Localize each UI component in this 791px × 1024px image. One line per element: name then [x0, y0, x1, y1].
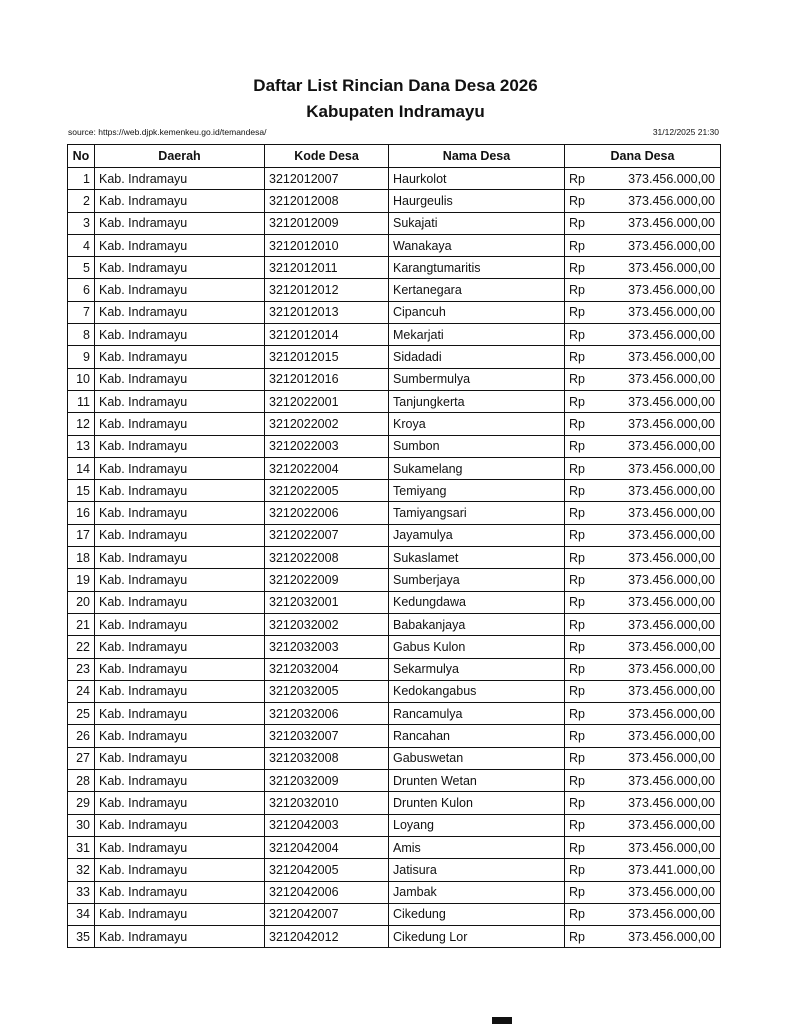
- cell-kode-desa: 3212022007: [265, 524, 389, 546]
- cell-nama-desa: Sidadadi: [389, 346, 565, 368]
- cell-nama-desa: Tanjungkerta: [389, 390, 565, 412]
- cell-no: 4: [68, 234, 95, 256]
- cell-nama-desa: Sukajati: [389, 212, 565, 234]
- cell-daerah: Kab. Indramayu: [95, 792, 265, 814]
- cell-no: 1: [68, 168, 95, 190]
- cell-kode-desa: 3212042004: [265, 836, 389, 858]
- cell-dana-desa: [565, 390, 721, 412]
- cell-daerah: Kab. Indramayu: [95, 770, 265, 792]
- document-title: Daftar List Rincian Dana Desa 2026: [253, 76, 538, 95]
- cell-kode-desa: 3212032009: [265, 770, 389, 792]
- cell-dana-desa: [565, 770, 721, 792]
- amount-value: 373.456.000,00: [628, 439, 715, 454]
- cell-no: 34: [68, 903, 95, 925]
- cell-no: 11: [68, 390, 95, 412]
- table-row: [68, 368, 721, 390]
- amount-value: 373.456.000,00: [628, 171, 715, 186]
- table-row: [68, 234, 721, 256]
- cell-dana-desa: [565, 747, 721, 769]
- table-row: [68, 413, 721, 435]
- cell-nama-desa: Haurgeulis: [389, 190, 565, 212]
- amount-value: 373.456.000,00: [628, 572, 715, 587]
- cell-nama-desa: Temiyang: [389, 480, 565, 502]
- currency-label: Rp: [569, 216, 585, 231]
- amount-value: 373.456.000,00: [628, 929, 715, 944]
- cell-dana-desa: [565, 212, 721, 234]
- dana-desa-table: [67, 144, 721, 948]
- currency-label: Rp: [569, 662, 585, 677]
- table-row: [68, 435, 721, 457]
- cell-no: 20: [68, 591, 95, 613]
- currency-label: Rp: [569, 439, 585, 454]
- table-row: [68, 457, 721, 479]
- currency-label: Rp: [569, 416, 585, 431]
- cell-nama-desa: Cipancuh: [389, 301, 565, 323]
- cell-nama-desa: Sumberjaya: [389, 569, 565, 591]
- cell-daerah: Kab. Indramayu: [95, 435, 265, 457]
- currency-label: Rp: [569, 862, 585, 877]
- cell-kode-desa: 3212022002: [265, 413, 389, 435]
- header-no: No: [68, 145, 95, 168]
- cell-dana-desa: [565, 301, 721, 323]
- cell-no: 23: [68, 658, 95, 680]
- cell-no: 15: [68, 480, 95, 502]
- cell-no: 26: [68, 725, 95, 747]
- cell-no: 14: [68, 457, 95, 479]
- cell-dana-desa: [565, 926, 721, 948]
- amount-value: 373.456.000,00: [628, 550, 715, 565]
- cell-nama-desa: Sumbon: [389, 435, 565, 457]
- source-note: source: https://web.djpk.kemenkeu.go.id/temandesa/: [68, 127, 267, 137]
- currency-label: Rp: [569, 929, 585, 944]
- cell-kode-desa: 3212012014: [265, 324, 389, 346]
- cell-daerah: Kab. Indramayu: [95, 301, 265, 323]
- cell-dana-desa: [565, 457, 721, 479]
- cell-daerah: Kab. Indramayu: [95, 747, 265, 769]
- cell-kode-desa: 3212022006: [265, 502, 389, 524]
- cell-nama-desa: Tamiyangsari: [389, 502, 565, 524]
- cell-no: 22: [68, 636, 95, 658]
- amount-value: 373.456.000,00: [628, 193, 715, 208]
- cell-dana-desa: [565, 324, 721, 346]
- cell-dana-desa: [565, 613, 721, 635]
- cell-nama-desa: Sukamelang: [389, 457, 565, 479]
- cell-kode-desa: 3212032002: [265, 613, 389, 635]
- cell-dana-desa: [565, 569, 721, 591]
- cell-no: 35: [68, 926, 95, 948]
- cell-nama-desa: Mekarjati: [389, 324, 565, 346]
- cell-no: 16: [68, 502, 95, 524]
- cell-nama-desa: Cikedung Lor: [389, 926, 565, 948]
- cell-kode-desa: 3212012011: [265, 257, 389, 279]
- cell-kode-desa: 3212022001: [265, 390, 389, 412]
- currency-label: Rp: [569, 840, 585, 855]
- table-row: [68, 613, 721, 635]
- cell-daerah: Kab. Indramayu: [95, 658, 265, 680]
- amount-value: 373.456.000,00: [628, 416, 715, 431]
- header-dana-desa: Dana Desa: [565, 145, 721, 168]
- cell-dana-desa: [565, 725, 721, 747]
- cell-kode-desa: 3212042006: [265, 881, 389, 903]
- amount-value: 373.456.000,00: [628, 885, 715, 900]
- cell-dana-desa: [565, 836, 721, 858]
- cell-no: 8: [68, 324, 95, 346]
- table-row: [68, 636, 721, 658]
- currency-label: Rp: [569, 394, 585, 409]
- cell-daerah: Kab. Indramayu: [95, 836, 265, 858]
- cell-dana-desa: [565, 279, 721, 301]
- currency-label: Rp: [569, 550, 585, 565]
- cell-dana-desa: [565, 502, 721, 524]
- table-row: [68, 212, 721, 234]
- cell-no: 17: [68, 524, 95, 546]
- table-row: [68, 859, 721, 881]
- cell-nama-desa: Cikedung: [389, 903, 565, 925]
- cell-nama-desa: Haurkolot: [389, 168, 565, 190]
- cell-dana-desa: [565, 524, 721, 546]
- currency-label: Rp: [569, 372, 585, 387]
- currency-label: Rp: [569, 684, 585, 699]
- amount-value: 373.456.000,00: [628, 350, 715, 365]
- cell-kode-desa: 3212022005: [265, 480, 389, 502]
- cell-daerah: Kab. Indramayu: [95, 324, 265, 346]
- amount-value: 373.456.000,00: [628, 595, 715, 610]
- cell-no: 10: [68, 368, 95, 390]
- currency-label: Rp: [569, 617, 585, 632]
- cell-kode-desa: 3212012013: [265, 301, 389, 323]
- cell-kode-desa: 3212032006: [265, 703, 389, 725]
- cell-kode-desa: 3212042005: [265, 859, 389, 881]
- cell-dana-desa: [565, 903, 721, 925]
- cell-nama-desa: Sumbermulya: [389, 368, 565, 390]
- cell-no: 19: [68, 569, 95, 591]
- cell-no: 6: [68, 279, 95, 301]
- currency-label: Rp: [569, 595, 585, 610]
- table-row: [68, 926, 721, 948]
- cell-daerah: Kab. Indramayu: [95, 390, 265, 412]
- table-row: [68, 770, 721, 792]
- cell-dana-desa: [565, 636, 721, 658]
- table-row: [68, 279, 721, 301]
- cell-kode-desa: 3212012007: [265, 168, 389, 190]
- cell-no: 3: [68, 212, 95, 234]
- cell-no: 28: [68, 770, 95, 792]
- cell-dana-desa: [565, 703, 721, 725]
- cell-daerah: Kab. Indramayu: [95, 725, 265, 747]
- cell-no: 7: [68, 301, 95, 323]
- cell-daerah: Kab. Indramayu: [95, 680, 265, 702]
- cell-nama-desa: Jambak: [389, 881, 565, 903]
- cell-no: 21: [68, 613, 95, 635]
- amount-value: 373.456.000,00: [628, 327, 715, 342]
- cell-dana-desa: [565, 814, 721, 836]
- cell-daerah: Kab. Indramayu: [95, 413, 265, 435]
- cell-nama-desa: Jayamulya: [389, 524, 565, 546]
- table-row: [68, 747, 721, 769]
- table-row: [68, 680, 721, 702]
- currency-label: Rp: [569, 506, 585, 521]
- amount-value: 373.456.000,00: [628, 907, 715, 922]
- amount-value: 373.456.000,00: [628, 528, 715, 543]
- cell-dana-desa: [565, 591, 721, 613]
- cell-no: 30: [68, 814, 95, 836]
- currency-label: Rp: [569, 238, 585, 253]
- cell-kode-desa: 3212012016: [265, 368, 389, 390]
- cell-daerah: Kab. Indramayu: [95, 524, 265, 546]
- cell-kode-desa: 3212022008: [265, 547, 389, 569]
- table-row: [68, 903, 721, 925]
- currency-label: Rp: [569, 751, 585, 766]
- currency-label: Rp: [569, 528, 585, 543]
- amount-value: 373.456.000,00: [628, 840, 715, 855]
- currency-label: Rp: [569, 818, 585, 833]
- currency-label: Rp: [569, 795, 585, 810]
- cell-dana-desa: [565, 168, 721, 190]
- cell-nama-desa: Jatisura: [389, 859, 565, 881]
- cell-no: 24: [68, 680, 95, 702]
- cell-kode-desa: 3212012015: [265, 346, 389, 368]
- cell-dana-desa: [565, 413, 721, 435]
- amount-value: 373.456.000,00: [628, 372, 715, 387]
- cell-daerah: Kab. Indramayu: [95, 591, 265, 613]
- amount-value: 373.456.000,00: [628, 706, 715, 721]
- cell-daerah: Kab. Indramayu: [95, 190, 265, 212]
- table-row: [68, 190, 721, 212]
- cell-daerah: Kab. Indramayu: [95, 480, 265, 502]
- cell-nama-desa: Kertanegara: [389, 279, 565, 301]
- cell-kode-desa: 3212032004: [265, 658, 389, 680]
- cell-dana-desa: [565, 547, 721, 569]
- currency-label: Rp: [569, 639, 585, 654]
- cell-daerah: Kab. Indramayu: [95, 903, 265, 925]
- table-row: [68, 257, 721, 279]
- cell-daerah: Kab. Indramayu: [95, 926, 265, 948]
- page-edge-mark: [492, 1017, 512, 1024]
- table-row: [68, 703, 721, 725]
- cell-no: 33: [68, 881, 95, 903]
- cell-kode-desa: 3212012009: [265, 212, 389, 234]
- currency-label: Rp: [569, 907, 585, 922]
- amount-value: 373.456.000,00: [628, 617, 715, 632]
- amount-value: 373.456.000,00: [628, 461, 715, 476]
- table-row: [68, 502, 721, 524]
- cell-nama-desa: Kedungdawa: [389, 591, 565, 613]
- cell-daerah: Kab. Indramayu: [95, 346, 265, 368]
- table-row: [68, 301, 721, 323]
- currency-label: Rp: [569, 350, 585, 365]
- amount-value: 373.456.000,00: [628, 238, 715, 253]
- table-row: [68, 792, 721, 814]
- cell-dana-desa: [565, 346, 721, 368]
- cell-daerah: Kab. Indramayu: [95, 859, 265, 881]
- cell-kode-desa: 3212012012: [265, 279, 389, 301]
- table-row: [68, 346, 721, 368]
- cell-kode-desa: 3212032001: [265, 591, 389, 613]
- amount-value: 373.456.000,00: [628, 773, 715, 788]
- table-row: [68, 390, 721, 412]
- currency-label: Rp: [569, 483, 585, 498]
- cell-kode-desa: 3212022003: [265, 435, 389, 457]
- document-subtitle: Kabupaten Indramayu: [306, 102, 485, 121]
- cell-nama-desa: Sekarmulya: [389, 658, 565, 680]
- cell-kode-desa: 3212032003: [265, 636, 389, 658]
- cell-kode-desa: 3212032008: [265, 747, 389, 769]
- cell-kode-desa: 3212022009: [265, 569, 389, 591]
- cell-no: 32: [68, 859, 95, 881]
- amount-value: 373.456.000,00: [628, 506, 715, 521]
- cell-daerah: Kab. Indramayu: [95, 257, 265, 279]
- cell-nama-desa: Kedokangabus: [389, 680, 565, 702]
- cell-dana-desa: [565, 480, 721, 502]
- cell-daerah: Kab. Indramayu: [95, 234, 265, 256]
- cell-daerah: Kab. Indramayu: [95, 368, 265, 390]
- cell-nama-desa: Babakanjaya: [389, 613, 565, 635]
- amount-value: 373.456.000,00: [628, 305, 715, 320]
- currency-label: Rp: [569, 260, 585, 275]
- currency-label: Rp: [569, 327, 585, 342]
- currency-label: Rp: [569, 729, 585, 744]
- cell-nama-desa: Loyang: [389, 814, 565, 836]
- amount-value: 373.456.000,00: [628, 662, 715, 677]
- cell-kode-desa: 3212042003: [265, 814, 389, 836]
- currency-label: Rp: [569, 773, 585, 788]
- cell-daerah: Kab. Indramayu: [95, 279, 265, 301]
- cell-kode-desa: 3212032010: [265, 792, 389, 814]
- cell-daerah: Kab. Indramayu: [95, 703, 265, 725]
- cell-daerah: Kab. Indramayu: [95, 547, 265, 569]
- cell-kode-desa: 3212022004: [265, 457, 389, 479]
- table-row: [68, 881, 721, 903]
- cell-daerah: Kab. Indramayu: [95, 569, 265, 591]
- header-kode-desa: Kode Desa: [265, 145, 389, 168]
- cell-kode-desa: 3212032007: [265, 725, 389, 747]
- amount-value: 373.456.000,00: [628, 260, 715, 275]
- cell-dana-desa: [565, 368, 721, 390]
- cell-no: 25: [68, 703, 95, 725]
- currency-label: Rp: [569, 171, 585, 186]
- cell-no: 29: [68, 792, 95, 814]
- table-body: [68, 168, 721, 948]
- table-row: [68, 814, 721, 836]
- cell-nama-desa: Kroya: [389, 413, 565, 435]
- cell-dana-desa: [565, 859, 721, 881]
- currency-label: Rp: [569, 706, 585, 721]
- currency-label: Rp: [569, 283, 585, 298]
- cell-daerah: Kab. Indramayu: [95, 881, 265, 903]
- amount-value: 373.456.000,00: [628, 818, 715, 833]
- timestamp: 31/12/2025 21:30: [652, 127, 719, 137]
- cell-no: 5: [68, 257, 95, 279]
- cell-kode-desa: 3212042007: [265, 903, 389, 925]
- cell-nama-desa: Drunten Kulon: [389, 792, 565, 814]
- amount-value: 373.456.000,00: [628, 283, 715, 298]
- cell-dana-desa: [565, 881, 721, 903]
- amount-value: 373.456.000,00: [628, 216, 715, 231]
- header-nama-desa: Nama Desa: [389, 145, 565, 168]
- cell-dana-desa: [565, 257, 721, 279]
- cell-daerah: Kab. Indramayu: [95, 168, 265, 190]
- amount-value: 373.456.000,00: [628, 751, 715, 766]
- table-row: [68, 725, 721, 747]
- amount-value: 373.456.000,00: [628, 729, 715, 744]
- cell-no: 13: [68, 435, 95, 457]
- cell-daerah: Kab. Indramayu: [95, 457, 265, 479]
- cell-kode-desa: 3212042012: [265, 926, 389, 948]
- cell-nama-desa: Gabuswetan: [389, 747, 565, 769]
- cell-daerah: Kab. Indramayu: [95, 636, 265, 658]
- table-row: [68, 569, 721, 591]
- cell-no: 31: [68, 836, 95, 858]
- cell-daerah: Kab. Indramayu: [95, 212, 265, 234]
- cell-daerah: Kab. Indramayu: [95, 814, 265, 836]
- cell-no: 9: [68, 346, 95, 368]
- amount-value: 373.456.000,00: [628, 795, 715, 810]
- amount-value: 373.456.000,00: [628, 639, 715, 654]
- currency-label: Rp: [569, 572, 585, 587]
- cell-nama-desa: Rancamulya: [389, 703, 565, 725]
- cell-no: 12: [68, 413, 95, 435]
- currency-label: Rp: [569, 885, 585, 900]
- cell-no: 2: [68, 190, 95, 212]
- currency-label: Rp: [569, 193, 585, 208]
- cell-dana-desa: [565, 190, 721, 212]
- cell-daerah: Kab. Indramayu: [95, 613, 265, 635]
- cell-nama-desa: Rancahan: [389, 725, 565, 747]
- amount-value: 373.441.000,00: [628, 862, 715, 877]
- cell-nama-desa: Wanakaya: [389, 234, 565, 256]
- cell-dana-desa: [565, 680, 721, 702]
- currency-label: Rp: [569, 305, 585, 320]
- currency-label: Rp: [569, 461, 585, 476]
- table-row: [68, 168, 721, 190]
- table-row: [68, 524, 721, 546]
- cell-dana-desa: [565, 792, 721, 814]
- cell-nama-desa: Gabus Kulon: [389, 636, 565, 658]
- cell-nama-desa: Drunten Wetan: [389, 770, 565, 792]
- cell-no: 27: [68, 747, 95, 769]
- cell-kode-desa: 3212012010: [265, 234, 389, 256]
- cell-dana-desa: [565, 435, 721, 457]
- amount-value: 373.456.000,00: [628, 684, 715, 699]
- table-row: [68, 324, 721, 346]
- cell-no: 18: [68, 547, 95, 569]
- table-row: [68, 591, 721, 613]
- table-row: [68, 836, 721, 858]
- amount-value: 373.456.000,00: [628, 483, 715, 498]
- table-row: [68, 547, 721, 569]
- cell-dana-desa: [565, 234, 721, 256]
- cell-daerah: Kab. Indramayu: [95, 502, 265, 524]
- table-row: [68, 480, 721, 502]
- header-daerah: Daerah: [95, 145, 265, 168]
- cell-nama-desa: Sukaslamet: [389, 547, 565, 569]
- amount-value: 373.456.000,00: [628, 394, 715, 409]
- cell-kode-desa: 3212032005: [265, 680, 389, 702]
- cell-kode-desa: 3212012008: [265, 190, 389, 212]
- cell-nama-desa: Karangtumaritis: [389, 257, 565, 279]
- cell-nama-desa: Amis: [389, 836, 565, 858]
- table-header-row: [68, 145, 721, 168]
- table-row: [68, 658, 721, 680]
- cell-dana-desa: [565, 658, 721, 680]
